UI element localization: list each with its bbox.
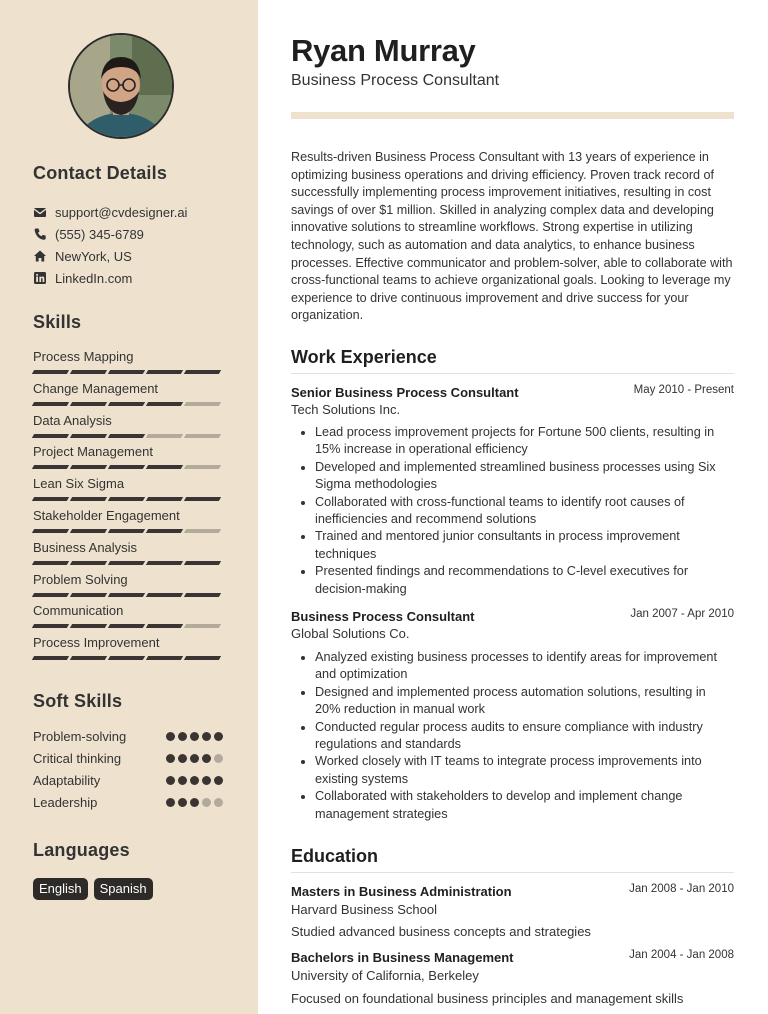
- rating-dot: [202, 776, 211, 785]
- skill-level-segment: [184, 497, 221, 501]
- sidebar: [0, 0, 258, 1014]
- skill-level-segment: [184, 465, 221, 469]
- skill-level-segment: [108, 370, 145, 374]
- job-dates: May 2010 - Present: [633, 384, 734, 396]
- list-item: • Trained and mentored junior consultants in process improvement techniques: [315, 528, 731, 563]
- rating-dot: [178, 798, 187, 807]
- contact-phone[interactable]: [33, 225, 144, 243]
- edu-dates: Jan 2004 - Jan 2008: [629, 949, 734, 961]
- rating-dot: [166, 732, 175, 741]
- skill-level-segment: [184, 656, 221, 660]
- section-divider: [291, 872, 734, 873]
- skill-level-segment: [146, 561, 183, 565]
- skill-label: Business Analysis: [33, 539, 138, 555]
- skill-level-segment: [146, 497, 183, 501]
- skill-label: Communication: [33, 603, 124, 619]
- skill-level-segment: [108, 593, 145, 597]
- profile-summary: Results-driven Business Process Consultant with 13 years of experience in optimizing business operations and driving efficiency. Proven track record of successfully implementing process improvement initiatives, resulting in cost savings of over $1 million. Skilled in analyzing complex data and developing innovative solutions to streamline workflows. Strong expertise in utilizing technology, such as automation and data analytics, to enhance business processes. Effective communicator and problem-solver, able to collaborate with cross-functional teams to achieve organizational goals. Looking to leverage my experience to drive continuous improvement and drive success for your organization.: [291, 150, 733, 323]
- language-chip: Spanish: [94, 878, 153, 900]
- contact-phone-text: (555) 345-6789: [55, 226, 144, 242]
- skill-level-segment: [184, 370, 221, 374]
- skills-heading: Skills: [33, 312, 82, 332]
- skill-level-bar: [33, 370, 220, 375]
- skill-label: Process Improvement: [33, 635, 160, 651]
- skill-level-segment: [70, 497, 107, 501]
- soft-skill-row: [33, 772, 223, 788]
- skill-level-segment: [32, 561, 69, 565]
- soft-skill-rating: [166, 754, 223, 763]
- skill-level-segment: [70, 529, 107, 533]
- skill-level-segment: [70, 561, 107, 565]
- contact-location: [33, 247, 132, 265]
- soft-skills-heading: Soft Skills: [33, 691, 123, 711]
- rating-dot: [214, 754, 223, 763]
- contact-heading: Contact Details: [33, 163, 168, 183]
- rating-dot: [190, 776, 199, 785]
- list-item: • Worked closely with IT teams to integrate process improvements into existing systems: [315, 753, 731, 788]
- skill-level-segment: [146, 434, 183, 438]
- skill-level-bar: [33, 624, 220, 629]
- rating-dot: [214, 798, 223, 807]
- skill-level-bar: [33, 656, 220, 661]
- skill-level-segment: [184, 593, 221, 597]
- skill-level-segment: [70, 402, 107, 406]
- skill-level-segment: [32, 402, 69, 406]
- skill-level-segment: [70, 593, 107, 597]
- contact-location-text: NewYork, US: [55, 248, 132, 264]
- languages-heading: Languages: [33, 840, 130, 860]
- home-icon: [33, 249, 47, 263]
- skill-level-segment: [146, 593, 183, 597]
- envelope-icon: [33, 205, 47, 219]
- skill-level-segment: [32, 434, 69, 438]
- job-role: Business Process Consultant: [291, 609, 475, 624]
- edu-degree: Masters in Business Administration: [291, 884, 512, 899]
- soft-skill-label: Adaptability: [33, 772, 101, 788]
- job-bullets: [291, 424, 731, 598]
- skill-label: Data Analysis: [33, 412, 112, 428]
- header-divider: [291, 112, 734, 119]
- section-divider: [291, 373, 734, 374]
- job-dates: Jan 2007 - Apr 2010: [630, 608, 734, 620]
- skill-level-segment: [108, 561, 145, 565]
- list-item: • Collaborated with stakeholders to develop and implement change management strategies: [315, 788, 731, 823]
- list-item: • Developed and implemented streamlined business processes using Six Sigma methodologies: [315, 459, 731, 494]
- job-role: Senior Business Process Consultant: [291, 385, 519, 400]
- rating-dot: [166, 754, 175, 763]
- skill-level-segment: [70, 370, 107, 374]
- skill-label: Problem Solving: [33, 571, 128, 587]
- list-item: • Analyzed existing business processes to identify areas for improvement and optimization: [315, 649, 731, 684]
- skill-level-segment: [146, 529, 183, 533]
- list-item: • Lead process improvement projects for Fortune 500 clients, resulting in 15% increase in operational efficiency: [315, 424, 731, 459]
- skill-level-segment: [146, 402, 183, 406]
- list-item: • Conducted regular process audits to ensure compliance with industry regulations and standards: [315, 719, 731, 754]
- skill-level-segment: [108, 465, 145, 469]
- rating-dot: [190, 732, 199, 741]
- skill-level-segment: [32, 497, 69, 501]
- job-company: Tech Solutions Inc.: [291, 402, 401, 417]
- rating-dot: [190, 754, 199, 763]
- skill-level-segment: [184, 434, 221, 438]
- skill-level-bar: [33, 561, 220, 566]
- skill-level-segment: [146, 656, 183, 660]
- rating-dot: [190, 798, 199, 807]
- skill-level-segment: [184, 402, 221, 406]
- skill-level-segment: [146, 465, 183, 469]
- skill-level-bar: [33, 434, 220, 439]
- soft-skill-row: [33, 728, 223, 744]
- skill-level-bar: [33, 497, 220, 502]
- skill-level-segment: [32, 465, 69, 469]
- soft-skill-rating: [166, 776, 223, 785]
- edu-description: Studied advanced business concepts and strategies: [291, 924, 591, 939]
- skill-level-segment: [146, 624, 183, 628]
- soft-skill-row: [33, 750, 223, 766]
- rating-dot: [202, 732, 211, 741]
- candidate-name: Ryan Murray: [291, 33, 476, 68]
- skill-level-segment: [70, 656, 107, 660]
- soft-skill-row: [33, 794, 223, 810]
- skill-label: Lean Six Sigma: [33, 476, 125, 492]
- skill-label: Stakeholder Engagement: [33, 508, 180, 523]
- skill-level-segment: [32, 624, 69, 628]
- candidate-title: Business Process Consultant: [291, 72, 500, 89]
- rating-dot: [166, 798, 175, 807]
- rating-dot: [178, 776, 187, 785]
- skill-level-segment: [70, 434, 107, 438]
- rating-dot: [202, 798, 211, 807]
- skill-level-bar: [33, 529, 220, 534]
- list-item: • Designed and implemented process automation solutions, resulting in 20% reduction in manual work: [315, 684, 731, 719]
- skill-level-bar: [33, 593, 220, 598]
- skill-level-segment: [70, 465, 107, 469]
- soft-skill-rating: [166, 798, 223, 807]
- edu-dates: Jan 2008 - Jan 2010: [629, 883, 734, 895]
- skill-level-segment: [32, 370, 69, 374]
- education-heading: Education: [291, 846, 379, 866]
- contact-email-text: support@cvdesigner.ai: [55, 204, 188, 220]
- skill-label: Process Mapping: [33, 349, 134, 364]
- edu-school: Harvard Business School: [291, 902, 437, 917]
- job-company: Global Solutions Co.: [291, 626, 410, 641]
- soft-skill-label: Critical thinking: [33, 750, 122, 766]
- contact-linkedin-text: LinkedIn.com: [55, 270, 133, 286]
- skill-level-segment: [108, 624, 145, 628]
- skill-level-bar: [33, 465, 220, 470]
- rating-dot: [178, 732, 187, 741]
- rating-dot: [202, 754, 211, 763]
- soft-skill-label: Leadership: [33, 794, 98, 810]
- avatar: [68, 33, 174, 139]
- skill-level-segment: [146, 370, 183, 374]
- edu-description: Focused on foundational business principles and management skills: [291, 991, 684, 1006]
- language-chip: English: [33, 878, 88, 900]
- skill-label: Project Management: [33, 444, 153, 460]
- skill-level-segment: [184, 529, 221, 533]
- skill-level-bar: [33, 402, 220, 407]
- skill-level-segment: [108, 656, 145, 660]
- rating-dot: [214, 732, 223, 741]
- list-item: • Collaborated with cross-functional teams to identify root causes of inefficiencies and recommend solutions: [315, 494, 731, 529]
- rating-dot: [166, 776, 175, 785]
- work-experience-heading: Work Experience: [291, 347, 437, 367]
- rating-dot: [214, 776, 223, 785]
- skill-level-segment: [184, 624, 221, 628]
- soft-skill-rating: [166, 732, 223, 741]
- linkedin-icon: [33, 271, 47, 285]
- skill-level-segment: [108, 497, 145, 501]
- skill-level-segment: [70, 624, 107, 628]
- skill-label: Change Management: [33, 380, 159, 396]
- soft-skill-label: Problem-solving: [33, 728, 127, 744]
- rating-dot: [178, 754, 187, 763]
- skill-level-segment: [108, 402, 145, 406]
- contact-linkedin[interactable]: [33, 269, 132, 287]
- edu-degree: Bachelors in Business Management: [291, 950, 514, 965]
- skill-level-segment: [32, 529, 69, 533]
- list-item: • Presented findings and recommendations to C-level executives for decision-making: [315, 563, 731, 598]
- contact-email[interactable]: [33, 203, 187, 221]
- phone-icon: [33, 227, 47, 241]
- skill-level-segment: [108, 434, 145, 438]
- skill-level-segment: [32, 593, 69, 597]
- edu-school: University of California, Berkeley: [291, 968, 479, 983]
- job-bullets: [291, 649, 731, 823]
- skill-level-segment: [32, 656, 69, 660]
- languages-list: [33, 878, 153, 900]
- skill-level-segment: [108, 529, 145, 533]
- skill-level-segment: [184, 561, 221, 565]
